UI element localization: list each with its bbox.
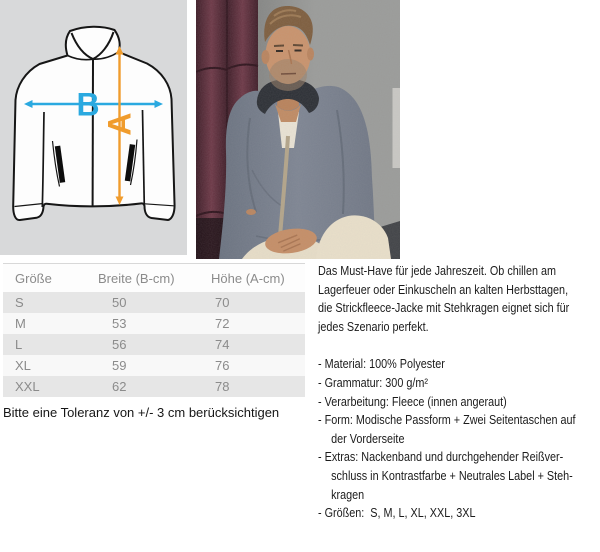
size-table	[3, 263, 305, 397]
width-label: B	[76, 86, 100, 123]
description-line: Das Must-Have für jede Jahreszeit. Ob chillen am	[318, 263, 557, 278]
table-row	[3, 355, 305, 376]
description-line: die Strickfleece-Jacke mit Stehkragen eignet sich für	[318, 300, 570, 316]
table-cell: XXL	[15, 379, 40, 394]
size-table-header-row	[3, 264, 305, 292]
spec-line: - Größen: S, M, L, XL, XXL, 3XL	[318, 505, 476, 521]
jacket-outline	[13, 27, 174, 220]
spec-line: - Form: Modische Passform + Zwei Seitentaschen auf	[318, 412, 576, 428]
table-cell: 56	[112, 337, 127, 352]
product-description	[318, 262, 600, 523]
tolerance-note: Bitte eine Toleranz von +/- 3 cm berücksichtigen	[3, 405, 280, 420]
size-table-body	[3, 292, 305, 397]
table-cell: S	[15, 295, 24, 310]
spec-line: der Vorderseite	[331, 430, 405, 446]
table-cell: 76	[215, 358, 230, 373]
spec-line: schluss in Kontrastfarbe + Neutrales Label + Steh-	[331, 467, 573, 483]
description-intro	[318, 262, 570, 336]
table-cell: 59	[112, 358, 127, 373]
column-header: Höhe (A-cm)	[211, 270, 285, 286]
table-cell: M	[15, 316, 26, 331]
column-header: Größe	[15, 270, 52, 286]
table-row	[3, 334, 305, 355]
size-table-head	[3, 264, 305, 292]
table-row	[3, 376, 305, 397]
table-cell: 72	[215, 316, 230, 331]
description-specs	[318, 355, 576, 522]
table-cell: 53	[112, 316, 127, 331]
product-description-text	[318, 262, 576, 523]
spec-line: - Grammatur: 300 g/m²	[318, 374, 428, 390]
spec-line: - Extras: Nackenband und durchgehender Reißver-	[318, 449, 564, 465]
table-cell: 74	[215, 337, 230, 352]
table-cell: L	[15, 337, 23, 352]
table-row	[3, 313, 305, 334]
spec-line: kragen	[331, 486, 365, 502]
spec-line: - Material: 100% Polyester	[318, 356, 445, 372]
product-photo	[196, 0, 400, 259]
description-line: jedes Szenario perfekt.	[318, 318, 429, 334]
jacket-measure-diagram	[0, 0, 187, 255]
column-header: Breite (B-cm)	[98, 270, 175, 286]
description-line: Lagerfeuer oder Einkuscheln an kalten Herbsttagen,	[318, 281, 569, 297]
table-cell: 62	[112, 379, 127, 394]
table-cell: 78	[215, 379, 230, 394]
height-label: A	[101, 112, 138, 136]
table-cell: 70	[215, 295, 230, 310]
table-cell: 50	[112, 295, 127, 310]
model-photo-illustration	[196, 0, 400, 259]
size-diagram-panel	[0, 0, 187, 255]
spec-line: - Verarbeitung: Fleece (innen angeraut)	[318, 393, 507, 409]
table-cell: XL	[15, 358, 31, 373]
table-row	[3, 292, 305, 313]
